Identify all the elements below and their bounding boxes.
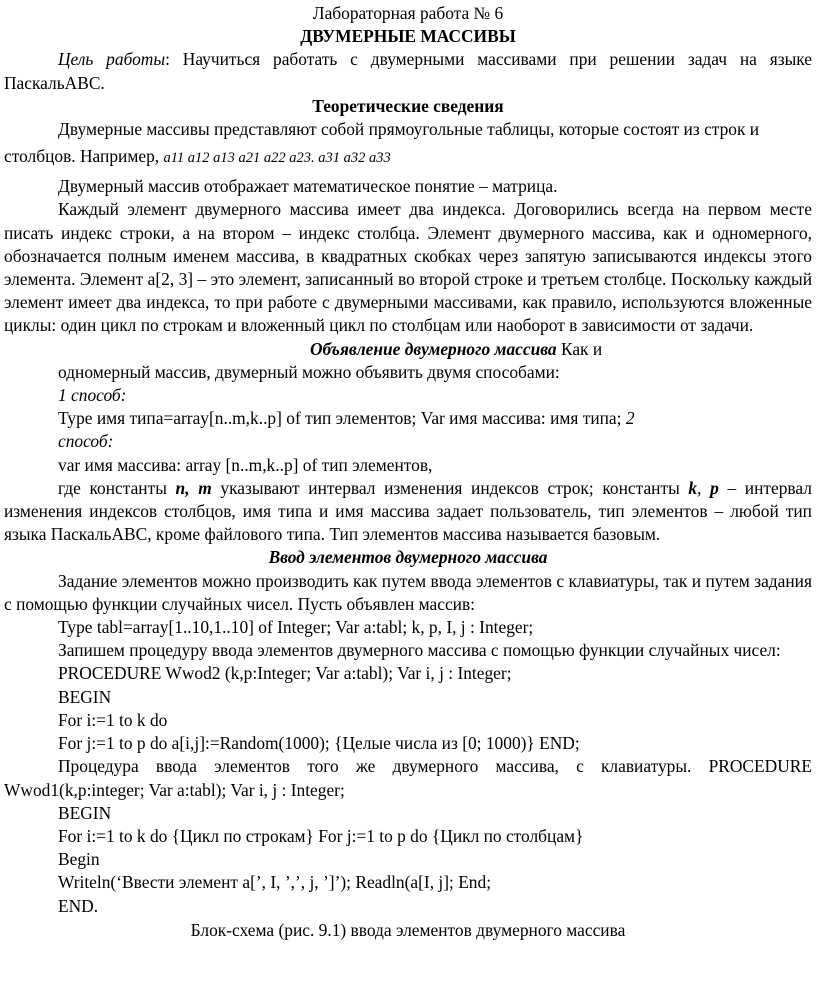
lab-title: Лабораторная работа № 6 [312,3,504,23]
code-line-9: Writeln(‘Ввести элемент a[’, I, ’,’, j, ’]’); Readln(a[I, j]; End; [58,872,492,893]
expl-nm: n, m [175,477,212,498]
theory-p1-line1 [4,118,812,141]
declaration-heading-line [4,338,812,361]
expl-mid: указывают интервал изменения индексов строк; константы [211,477,689,498]
input-p3: Процедура ввода элементов того же двумерного массива, с клавиатуры. PROCEDURE Wwod1(k,p:integer; Var a:tabl); Var i, j : Integer; [4,756,812,800]
theory-p2: Двумерный массив отображает математическое понятие – матрица. [58,176,558,197]
theory-p1-b: столбцов. Например, [4,146,160,167]
code-line-2: PROCEDURE Wwod2 (k,p:Integer; Var a:tabl); Var i, j : Integer; [58,663,512,684]
declaration-heading: Объявление двумерного массива [310,338,557,359]
code-line-7: For i:=1 to k do {Цикл по строкам} For j:=1 to p do {Цикл по столбцам} [58,825,584,846]
way2-label: способ: [58,431,114,452]
declaration-heading-tail: Как и [556,338,603,359]
input-p1: Задание элементов можно производить как путем ввода элементов с клавиатуры, так и путем задания с помощью функции случайных чисел. Пусть объявлен массив: [4,570,812,614]
expl-p: p [710,477,719,498]
expl-k: k [688,477,698,498]
code-line-3: BEGIN [58,686,112,707]
goal-label: Цель работы [58,49,166,70]
way2-number: 2 [621,408,635,429]
code-line-10: END. [58,895,99,916]
main-title: ДВУМЕРНЫЕ МАССИВЫ [300,26,516,47]
code-line-1: Type tabl=array[1..10,1..10] of Integer; Var a:tabl; k, p, I, j : Integer; [58,617,534,638]
declaration-explanation [4,477,812,547]
code-line-8: Begin [58,849,100,870]
way2-code: var имя массива: array [n..m,k..p] of тип элементов, [58,454,433,475]
code-line-6: BEGIN [58,802,112,823]
code-line-5: For j:=1 to p do a[i,j]:=Random(1000); {Целые числа из [0; 1000)} END; [58,733,580,754]
example-matrix: a11 a12 a13 a21 a22 a23. a31 a32 a33 [163,150,391,167]
goal-text: : Научиться работать с двумерными массивами при решении задач на языке ПаскальАВС. [4,49,812,93]
way1-label: 1 способ: [58,385,127,406]
way1-code-line [4,407,812,430]
theory-p3: Каждый элемент двумерного массива имеет два индекса. Договорились всегда на первом месте писать индекс строки, а на втором – индекс столбца. Элемент двумерного массива, как и одномерного, обозначается полным именем массива, в квадратных скобках через запятую записываются индексы этого элемента. Элемент a[2, 3] – это элемент, записанный во второй строке и третьем столбце. Поскольку каждый элемент имеет два индекса, то при работе с двумерными массивами, как правило, используются вложенные циклы: один цикл по строкам и вложенный цикл по столбцам или наоборот в зависимости от задачи. [4,199,812,336]
expl-rest: – интервал изменения индексов столбцов, имя типа и имя массива задает пользователь, тип элементов – любой тип языка ПаскальАВС, кроме файлового типа. Тип элементов массива называется базовым. [4,477,812,545]
theory-p1-a: Двумерные массивы представляют собой прямоугольные таблицы, которые состоят из строк и [58,119,760,140]
input-p2: Запишем процедуру ввода элементов двумерного массива с помощью функции случайных чисел: [58,640,781,661]
expl-pre: где константы [58,477,176,498]
theory-p1-line2 [4,143,812,171]
declaration-intro: одномерный массив, двумерный можно объявить двумя способами: [58,361,560,382]
goal-paragraph [4,48,812,94]
figure-caption: Блок-схема (рис. 9.1) ввода элементов двумерного массива [190,919,626,940]
code-line-4: For i:=1 to k do [58,709,168,730]
way1-code: Type имя типа=array[n..m,k..p] of тип элементов; Var имя массива: имя типа; [58,408,622,429]
theory-heading: Теоретические сведения [312,95,504,116]
input-heading: Ввод элементов двумерного массива [268,547,548,568]
expl-comma: , [697,477,711,498]
